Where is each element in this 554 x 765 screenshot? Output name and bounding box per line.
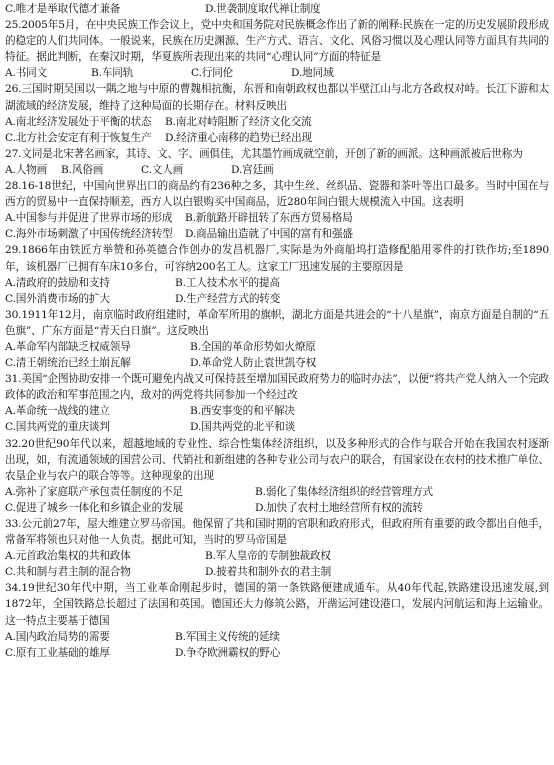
q29-option-c: C.国外消费市场的扩大 bbox=[5, 292, 110, 305]
q34-option-d: D.争夺欧洲霸权的野心 bbox=[175, 646, 281, 659]
q26-options-row1 bbox=[5, 114, 549, 130]
q25-option-c: C.行同伦 bbox=[191, 67, 234, 80]
q29-option-d: D.生产经营方式的转变 bbox=[175, 292, 281, 305]
q28-options-row1 bbox=[5, 210, 549, 226]
q34-option-b: B.军国主义传统的延续 bbox=[175, 630, 280, 643]
q27-stem: 27.文同是北宋著名画家，其诗、文、字、画俱佳，尤其墨竹画成就空前，开创了新的画派。这种画派被后世称为 bbox=[5, 147, 523, 160]
q24-option-c: C.唯才是举取代德才兼备 bbox=[5, 3, 121, 15]
q31-option-a: A.革命统一战线的建立 bbox=[5, 405, 110, 418]
q28-option-c: C.海外市场刺激了中国传统经济转型 bbox=[5, 228, 173, 241]
q25-option-a: A.书同文 bbox=[5, 67, 48, 80]
q28-options-row2 bbox=[5, 226, 549, 242]
q24-options bbox=[5, 1, 549, 17]
q27-options bbox=[5, 162, 549, 178]
q32-stem: 32.20世纪90年代以来，超越地域的专业性、综合性集体经济组织，以及多种形式的合作与联合开始在我国农村逐渐出现，如，有流通领域的国营公司、代销社和新组建的各种专业公司与农户的联合，有国家设在农村的技术推广单位、农垦企业与农户的联合等等。这种现象的出现 bbox=[5, 437, 549, 482]
q26-stem: 26.三国时期吴国以一隅之地与中原的曹魏相抗衡，东晋和南朝政权也都以半壁江山与北方各政权对峙。长江下游和太湖流域的经济发展，维持了这种局面的长期存在。材料反映出 bbox=[5, 83, 549, 112]
q25-option-b: B.车同轨 bbox=[91, 67, 134, 80]
q33-stem: 33.公元前27年，屋大维建立罗马帝国。他保留了共和国时期的官职和政府形式，但政府所有重要的政令都出自他手，常备军将领也只对他一人负责。据此可知，当时的罗马帝国是 bbox=[5, 518, 549, 547]
q29-option-b: B.工人技术水平的提高 bbox=[175, 276, 280, 289]
q30-options-row2 bbox=[5, 355, 549, 371]
q32-options-row2 bbox=[5, 500, 549, 516]
q34-options-row1 bbox=[5, 629, 549, 645]
q34-options-row2 bbox=[5, 645, 549, 661]
q29-stem: 29.1866年由铁匠方举赞和孙英德合作创办的发昌机器厂,实际是为外商船坞打造修配船用零件的打铁作坊;至1890年，该机器厂已拥有车床10多台，可容纳200名工人。这家工厂迅速发展的主要原因是 bbox=[5, 244, 549, 273]
q28-option-d: D.商品输出造就了中国的富有和强盛 bbox=[185, 228, 353, 241]
q31-options-row2 bbox=[5, 419, 549, 435]
q33-option-a: A.元首政治集权的共和政体 bbox=[5, 550, 131, 563]
q27-option-c: C.文人画 bbox=[141, 163, 184, 176]
q25-option-d: D.地同域 bbox=[291, 67, 334, 80]
q32-options-row1 bbox=[5, 484, 549, 500]
q34-option-c: C.原有工业基础的雄厚 bbox=[5, 646, 110, 659]
q31-option-d: D.国共两党的北平和谈 bbox=[190, 421, 296, 434]
q31-option-c: C.国共两党的重庆谈判 bbox=[5, 421, 110, 434]
q30-option-b: B.全国的革命形势如火燎原 bbox=[190, 340, 316, 353]
q33-option-d: D.披着共和制外衣的君主制 bbox=[205, 566, 332, 579]
q29-options-row2 bbox=[5, 291, 549, 307]
q31-options-row1 bbox=[5, 403, 549, 419]
q27-option-b: B.风俗画 bbox=[61, 163, 104, 176]
q32-option-d: D.加快了农村土地经营所有权的流转 bbox=[255, 501, 423, 514]
q32-option-b: B.弱化了集体经济组织的经营管理方式 bbox=[255, 485, 433, 498]
exam-page bbox=[5, 0, 549, 661]
q34-option-a: A.国内政治局势的需要 bbox=[5, 630, 110, 643]
q31-option-b: B.西安事变的和平解决 bbox=[190, 405, 295, 418]
q28-option-a: A.中国参与并促进了世界市场的形成 bbox=[5, 212, 173, 225]
q26-option-c: C.北方社会安定有利于恢复生产 bbox=[5, 131, 152, 144]
q30-option-d: D.革命党人防止袁世凯夺权 bbox=[190, 357, 317, 370]
q33-options-row2 bbox=[5, 564, 549, 580]
q28-option-b: B.新航路开辟扭转了东西方贸易格局 bbox=[185, 212, 353, 225]
q31-stem: 31.美国“企图协助安排一个既可避免内战又可保持甚至增加国民政府势力的临时办法”，以便“将共产党人纳入一个完政政体的政治和军事范围之内，敌对的两党将共同参加一个经过改 bbox=[5, 373, 549, 402]
q27-option-d: D.宫廷画 bbox=[231, 163, 274, 176]
q33-option-c: C.共和制与君主制的混合物 bbox=[5, 566, 131, 579]
q34-stem: 34.19世纪30年代中期，当工业革命刚起步时，德国的第一条铁路便建成通车。从40年代起,铁路建设迅速发展,到1872年，全国铁路总长超过了法国和英国。德国还大力修筑公路，开凿运河建设港口，发展内河航运和海上运输业。这一特点主要基于德国 bbox=[5, 582, 549, 627]
q26-option-b: B.南北对峙阻断了经济文化交流 bbox=[165, 115, 312, 128]
q32-option-c: C.促进了城乡一体化和乡镇企业的发展 bbox=[5, 501, 183, 514]
q30-option-c: C.清王朝统治已经土崩瓦解 bbox=[5, 357, 131, 370]
q26-options-row2 bbox=[5, 130, 549, 146]
q29-option-a: A.清政府的鼓励和支持 bbox=[5, 276, 110, 289]
q30-option-a: A.革命军内部缺乏权威领导 bbox=[5, 340, 131, 353]
q30-stem: 30.1911年12月，南京临时政府组建时，革命军所用的旗帜，湖北方面是共进会的“十八星旗”，南京方面是自制的“五色旗”、广东方面是“青天白日旗”。这反映出 bbox=[5, 308, 549, 337]
q32-option-a: A.弥补了家庭联产承包责任制度的不足 bbox=[5, 485, 183, 498]
q33-option-b: B.军人皇帝的专制独裁政权 bbox=[205, 550, 331, 563]
q27-option-a: A.人物画 bbox=[5, 163, 48, 176]
q29-options-row1 bbox=[5, 275, 549, 291]
q26-option-a: A.南北经济发展处于平衡的状态 bbox=[5, 115, 152, 128]
q25-stem: 25.2005年5月，在中央民族工作会议上，党中央和国务院对民族概念作出了新的阐释:民族在一定的历史发展阶段形成的稳定的人们共同体。一般说来，民族在历史渊源、生产方式、语言、文化、风俗习惯以及心理认同等方面具有共同的特征。据此判断，在秦汉时期，华夏族所表现出来的共同“心理认同”方面的特征是 bbox=[5, 19, 549, 64]
q26-option-d: D.经济重心南移的趋势已经出现 bbox=[165, 131, 312, 144]
q33-options-row1 bbox=[5, 548, 549, 564]
q28-stem: 28.16-18世纪，中国向世界出口的商品约有236种之多，其中生丝、丝织品、瓷器和茶叶等出口最多。当时中国在与西方的贸易中一直保持顺差，西方人以白银购买中国商品，近280年间白银大规模流入中国。这表明 bbox=[5, 180, 549, 209]
q30-options-row1 bbox=[5, 339, 549, 355]
q25-options bbox=[5, 65, 549, 81]
q24-option-d: D.世袭制度取代禅让制度 bbox=[205, 3, 321, 15]
